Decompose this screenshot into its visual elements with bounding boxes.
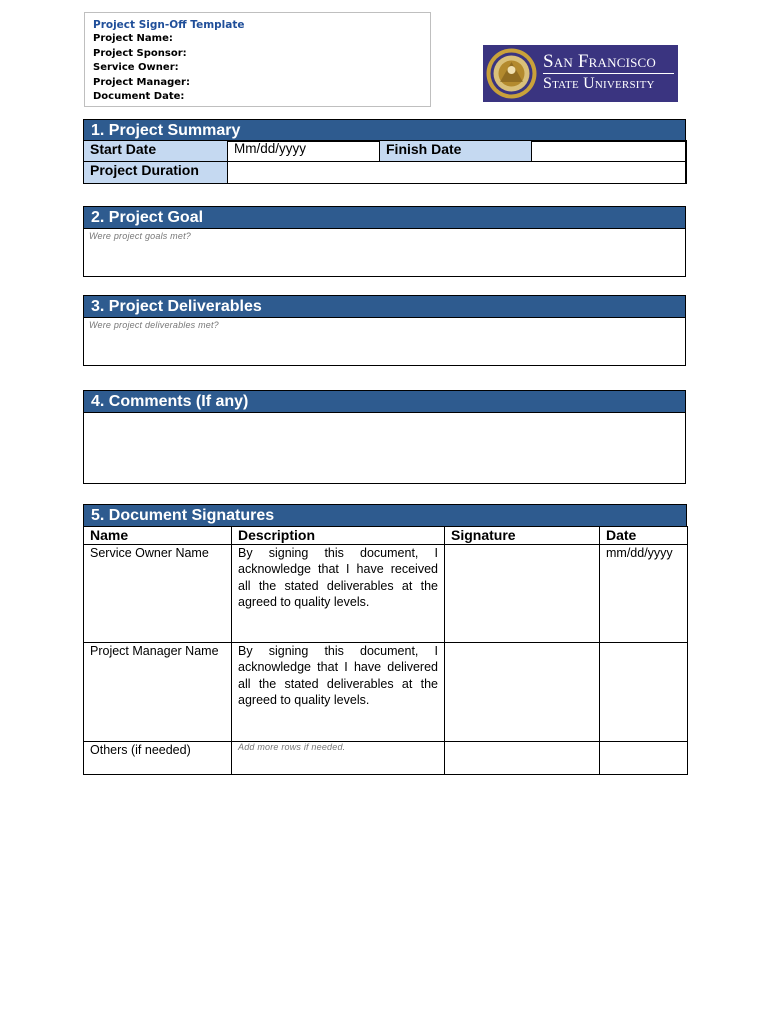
project-deliverables-section [83,295,686,366]
project-goal-section [83,206,686,277]
project-name-field[interactable]: Project Name: [93,33,173,45]
project-deliverables-heading: 3. Project Deliverables [84,296,685,318]
table-row [84,643,688,742]
document-date-field[interactable]: Document Date: [93,91,185,103]
project-manager-field[interactable]: Project Manager: [93,76,190,88]
logo-line-1: San Francisco [543,51,656,72]
project-goal-heading: 2. Project Goal [84,207,685,229]
finish-date-value[interactable] [532,141,687,162]
project-duration-value[interactable] [228,162,687,184]
project-goal-input[interactable]: Were project goals met? [89,231,191,241]
logo-line-2: State University [543,75,655,92]
column-header-signature: Signature [445,527,600,545]
comments-heading: 4. Comments (If any) [84,391,685,413]
column-header-description: Description [232,527,445,545]
logo-divider [543,73,674,74]
date-cell[interactable] [600,742,688,775]
table-row [84,545,688,643]
start-date-label: Start Date [84,141,228,162]
signer-name-cell[interactable]: Others (if needed) [84,742,232,775]
signer-name-cell[interactable]: Project Manager Name [84,643,232,742]
project-deliverables-input[interactable]: Were project deliverables met? [89,320,219,330]
project-duration-label: Project Duration [84,162,228,184]
project-summary-heading: 1. Project Summary [84,120,685,142]
finish-date-label: Finish Date [380,141,532,162]
description-cell[interactable]: Add more rows if needed. [232,742,445,775]
university-logo [483,45,678,102]
date-cell[interactable] [600,643,688,742]
signatures-table [83,526,688,775]
description-cell: By signing this document, I acknowledge that I have received all the stated deliverables at the agreed to quality levels. [232,545,445,643]
service-owner-field[interactable]: Service Owner: [93,62,179,74]
description-cell: By signing this document, I acknowledge that I have delivered all the stated deliverables at the agreed to quality levels. [232,643,445,742]
signature-cell[interactable] [445,742,600,775]
comments-section [83,390,686,484]
signatures-section [83,504,687,527]
comments-input[interactable] [84,413,685,483]
column-header-name: Name [84,527,232,545]
start-date-value[interactable]: Mm/dd/yyyy [228,141,380,162]
signature-cell[interactable] [445,545,600,643]
project-sponsor-field[interactable]: Project Sponsor: [93,47,187,59]
document-info-box [84,12,431,107]
date-cell[interactable]: mm/dd/yyyy [600,545,688,643]
template-title: Project Sign-Off Template [93,19,245,31]
column-header-date: Date [600,527,688,545]
signatures-heading: 5. Document Signatures [84,505,686,527]
university-seal-icon [486,48,537,99]
signer-name-cell[interactable]: Service Owner Name [84,545,232,643]
project-summary-table [83,140,687,184]
signature-cell[interactable] [445,643,600,742]
table-row [84,742,688,775]
